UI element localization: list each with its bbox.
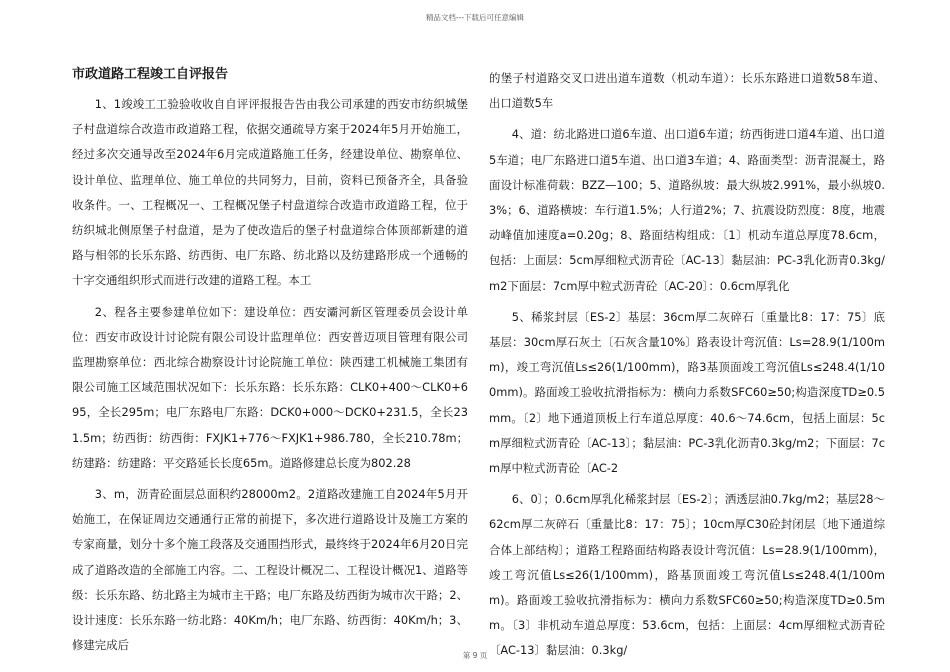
page-header: 精品文档---下载后可任意编辑	[425, 13, 525, 22]
right-column	[489, 66, 885, 670]
paragraph: 3、m，沥青砼面层总面积约28000m2。2道路改建施工自2024年5月开始施工，在保证周边交通通行正常的前提下，多次进行道路设计及施工方案的专家商量，划分十多个施工段落及交通围挡形式，最终终于2024年6月20日完成了道路改造的全部施工内容。二、工程设计概况二、工程设计概况1、道路等级：长乐东路、纺北路主为城市主干路；电厂东路及纺西街为城市次干路；2、设计速度：长乐东路一纺北路：40Km/h；电厂东路、纺西街：40Km/h；3、修建完成后	[72, 487, 468, 653]
paragraph: 6、0〕；0.6cm厚乳化稀浆封层〔ES-2〕；洒透层油0.7kg/m2；基层28～62cm厚二灰碎石〔重量比8：17：75〕；10cm厚C30砼封闭层〔地下通道综合体上部结构〕；道路工程路面结构路表设计弯沉值：Ls=28.9(1/100mm)，竣工弯沉值Ls≤26(1/100mm)，路基顶面竣工弯沉值Ls≤248.4(1/100mm)。路面竣工验收抗滑指标为：横向力系数SFC60≥50;构造深度TD≥0.5mm。〔3〕非机动车道总厚度：53.6cm，包括：上面层：4cm厚细粒式沥青砼〔AC-13〕黏层油：0.3kg/	[489, 492, 885, 658]
paragraph: 5、稀浆封层〔ES-2〕基层：36cm厚二灰碎石〔重量比8：17：75〕底基层：30cm厚石灰土〔石灰含量10%〕路表设计弯沉值：Ls=28.9(1/100mm)，竣工弯沉值Ls≤26(1/100mm)，路3基顶面竣工弯沉值Ls≤248.4(1/100mm)。路面竣工验收抗滑指标为：横向力系数SFC60≥50;构造深度TD≥0.5mm。〔2〕地下通道顶板上行车道总厚度：40.6～74.6cm，包括上面层：5cm厚细粒式沥青砼〔AC-13〕；黏层油：PC-3乳化沥青0.3kg/m2；下面层：7cm厚中粒式沥青砼〔AC-2	[489, 309, 885, 476]
left-column	[72, 64, 468, 664]
paragraph-continued: 的堡子村道路交叉口进出道车道数（机动车道）：长乐东路进口道数58车道、出口道数5车	[489, 71, 885, 111]
paragraph: 2、程各主要参建单位如下：建设单位：西安灞河新区管理委员会设计单位：西安市政设计讨论院有限公司设计监理单位：西安普迈项目管理有限公司监理勘察单位：西北综合勘察设计讨论院施工单位：陕西建工机械施工集团有限公司施工区域范围状况如下：长乐东路：长乐东路：CLK0+400～CLK0+695，全长295m；电厂东路电厂东路：DCK0+000～DCK0+231.5，全长231.5m；纺西街：纺西街：FXJK1+776～FXJK1+986.780，全长210.78m；纺建路：纺建路：平交路延长长度65m。道路修建总长度为802.28	[72, 304, 468, 470]
paragraph: 1、1竣竣工工验验收收自自评评报报告告由我公司承建的西安市纺织城堡子村盘道综合改造市政道路工程，依据交通疏导方案于2024年5月开始施工，经过多次交通导改至2024年6月完成道路施工任务，经建设单位、勘察单位、设计单位、监理单位、施工单位的共同努力，目前，资料已预备齐全，具备验收条件。一、工程概况一、工程概况堡子村盘道综合改造市政道路工程，位于纺织城北侧原堡子村盘道，是为了使改造后的堡子村盘道综合体顶部新建的道路与相邻的长乐东路、纺西街、电厂东路、纺北路以及纺建路形成一个通畅的十字交通组织形式而进行改建的道路工程。本工	[72, 97, 468, 288]
document-title: 市政道路工程竣工自评报告	[72, 67, 229, 82]
paragraph: 4、道：纺北路进口道6车道、出口道6车道；纺西街进口道4车道、出口道5车道；电厂东路进口道5车道、出口道3车道；4、路面类型：沥青混凝土，路面设计标准荷载：BZZ—100；5、道路纵坡：最大纵坡2.991%，最小纵坡0.3%；6、道路横坡：车行道1.5%；人行道2%；7、抗震设防烈度：8度，地震动峰值加速度a=0.20g；8、路面结构组成：〔1〕机动车道总厚度78.6cm，包括：上面层：5cm厚细粒式沥青砼〔AC-13〕黏层油：PC-3乳化沥青0.3kg/m2下面层：7cm厚中粒式沥青砼〔AC-20〕：0.6cm厚乳化	[489, 127, 885, 293]
page-number: 第 9 页	[462, 651, 488, 660]
